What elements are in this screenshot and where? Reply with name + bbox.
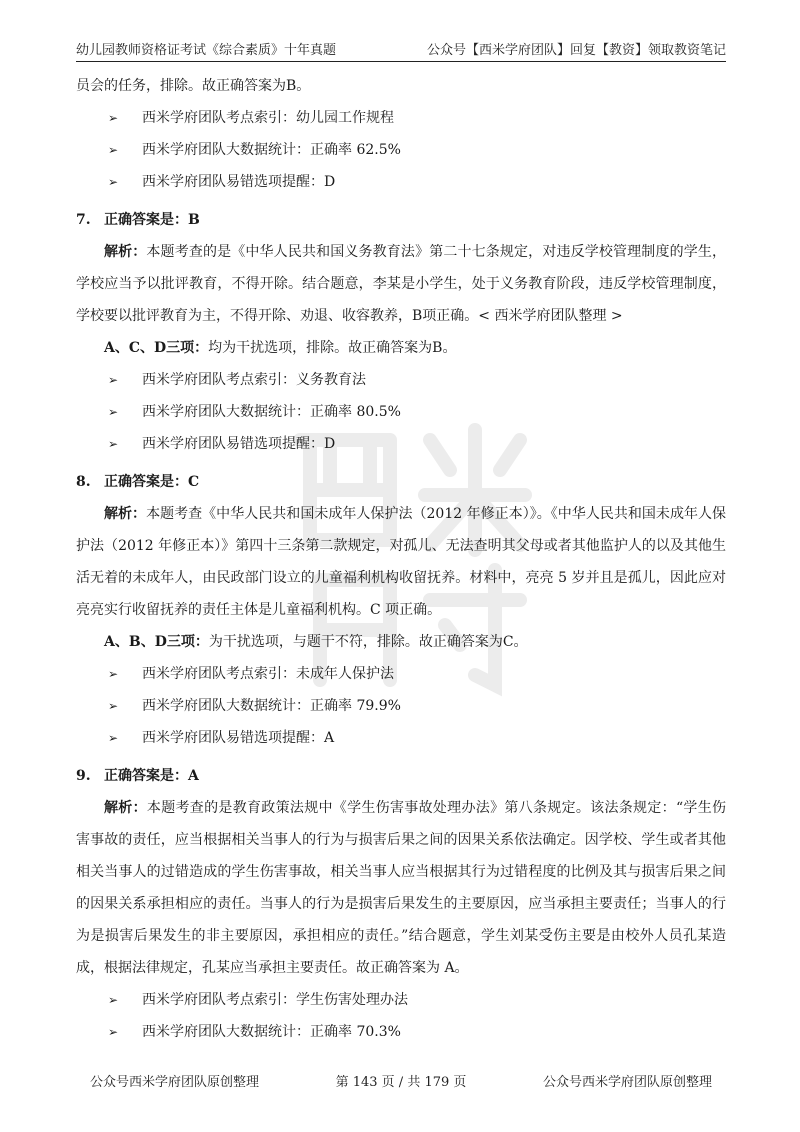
bullet-arrow-icon: ➢ (108, 405, 119, 419)
question-answer: 正确答案是：B (104, 212, 200, 228)
page-header (76, 38, 726, 62)
header-left-title: 幼儿园教师资格证考试《综合素质》十年真题 (76, 43, 337, 58)
bullet-item: ➢ 西米学府团队考点索引：学生伤害处理办法 (76, 984, 726, 1016)
bullet-arrow-icon: ➢ (108, 731, 119, 745)
question-answer: 正确答案是：A (104, 768, 199, 784)
question-7-others: A、C、D三项：均为干扰选项，排除。故正确答案为B。 (104, 340, 457, 356)
footer-right-note: 公众号西米学府团队原创整理 (542, 1074, 712, 1090)
bullet-item: ➢ 西米学府团队大数据统计：正确率 70.3% (76, 1016, 726, 1048)
question-number: 7. (76, 212, 91, 228)
bullet-arrow-icon: ➢ (108, 437, 119, 451)
question-9-heading (76, 760, 726, 792)
page-footer (76, 1070, 726, 1090)
question-8-heading (76, 466, 726, 498)
question-7-heading (76, 204, 726, 236)
bullet-item: ➢ 西米学府团队易错选项提醒：A (76, 722, 726, 754)
bullet-item: ➢ 西米学府团队大数据统计：正确率 79.9% (76, 690, 726, 722)
bullet-arrow-icon: ➢ (108, 993, 119, 1007)
header-right-note: 公众号【西米学府团队】回复【教资】领取教资笔记 (426, 43, 726, 58)
bullet-arrow-icon: ➢ (108, 699, 119, 713)
bullet-item: ➢ 西米学府团队大数据统计：正确率 80.5% (76, 396, 726, 428)
bullet-item: ➢ 西米学府团队考点索引：未成年人保护法 (76, 658, 726, 690)
bullet-arrow-icon: ➢ (108, 667, 119, 681)
bullet-arrow-icon: ➢ (108, 373, 119, 387)
bullet-arrow-icon: ➢ (108, 111, 119, 125)
page-content (76, 70, 726, 1048)
question-number: 8. (76, 474, 91, 490)
bullet-arrow-icon: ➢ (108, 175, 119, 189)
bullet-item: ➢ 西米学府团队大数据统计：正确率 62.5% (76, 134, 726, 166)
bullet-arrow-icon: ➢ (108, 143, 119, 157)
question-8-others: A、B、D三项：为干扰选项，与题干不符，排除。故正确答案为C。 (104, 634, 528, 650)
footer-left-note: 公众号西米学府团队原创整理 (90, 1074, 260, 1090)
bullet-item: ➢ 西米学府团队易错选项提醒：D (76, 166, 726, 198)
question-7-analysis: 解析：本题考查的是《中华人民共和国义务教育法》第二十七条规定，对违反学校管理制度的学生，学校应当予以批评教育，不得开除。结合题意，李某是小学生，处于义务教育阶段，违反学校管理制度，学校要以批评教育为主，不得开除、劝退、收容教养，B项正确。< 西米学府团队整理 > (76, 244, 727, 324)
bullet-item: ➢ 西米学府团队考点索引：义务教育法 (76, 364, 726, 396)
bullet-item: ➢ 西米学府团队考点索引：幼儿园工作规程 (76, 102, 726, 134)
question-number: 9. (76, 768, 91, 784)
bullet-arrow-icon: ➢ (108, 1025, 119, 1039)
question-answer: 正确答案是：C (104, 474, 200, 490)
page-number: 第 143 页 / 共 179 页 (335, 1074, 467, 1090)
bullet-item: ➢ 西米学府团队易错选项提醒：D (76, 428, 726, 460)
question-8-analysis: 解析：本题考查《中华人民共和国未成年人保护法（2012 年修正本）》。《中华人民共和国未成年人保护法（2012 年修正本）》第四十三条第二款规定，对孤儿、无法查明其父母或者其他监护人的以及其他生活无着的未成年人，由民政部门设立的儿童福利机构收留抚养。材料中，亮亮 5 岁并且是孤儿，因此应对亮亮实行收留抚养的责任主体是儿童福利机构。C 项正确。 (76, 506, 727, 618)
question-9-analysis: 解析：本题考查的是教育政策法规中《学生伤害事故处理办法》第八条规定。该法条规定：“学生伤害事故的责任，应当根据相关当事人的行为与损害后果之间的因果关系依法确定。因学校、学生或者其他相关当事人的过错造成的学生伤害事故，相关当事人应当根据其行为过错程度的比例及其与损害后果之间的因果关系承担相应的责任。当事人的行为是损害后果发生的主要原因，应当承担主要责任；当事人的行为是损害后果发生的非主要原因，承担相应的责任。”结合题意，学生刘某受伤主要是由校外人员孔某造成，根据法律规定，孔某应当承担主要责任。故正确答案为 A。 (76, 800, 727, 976)
continued-text: 员会的任务，排除。故正确答案为B。 (76, 78, 311, 94)
